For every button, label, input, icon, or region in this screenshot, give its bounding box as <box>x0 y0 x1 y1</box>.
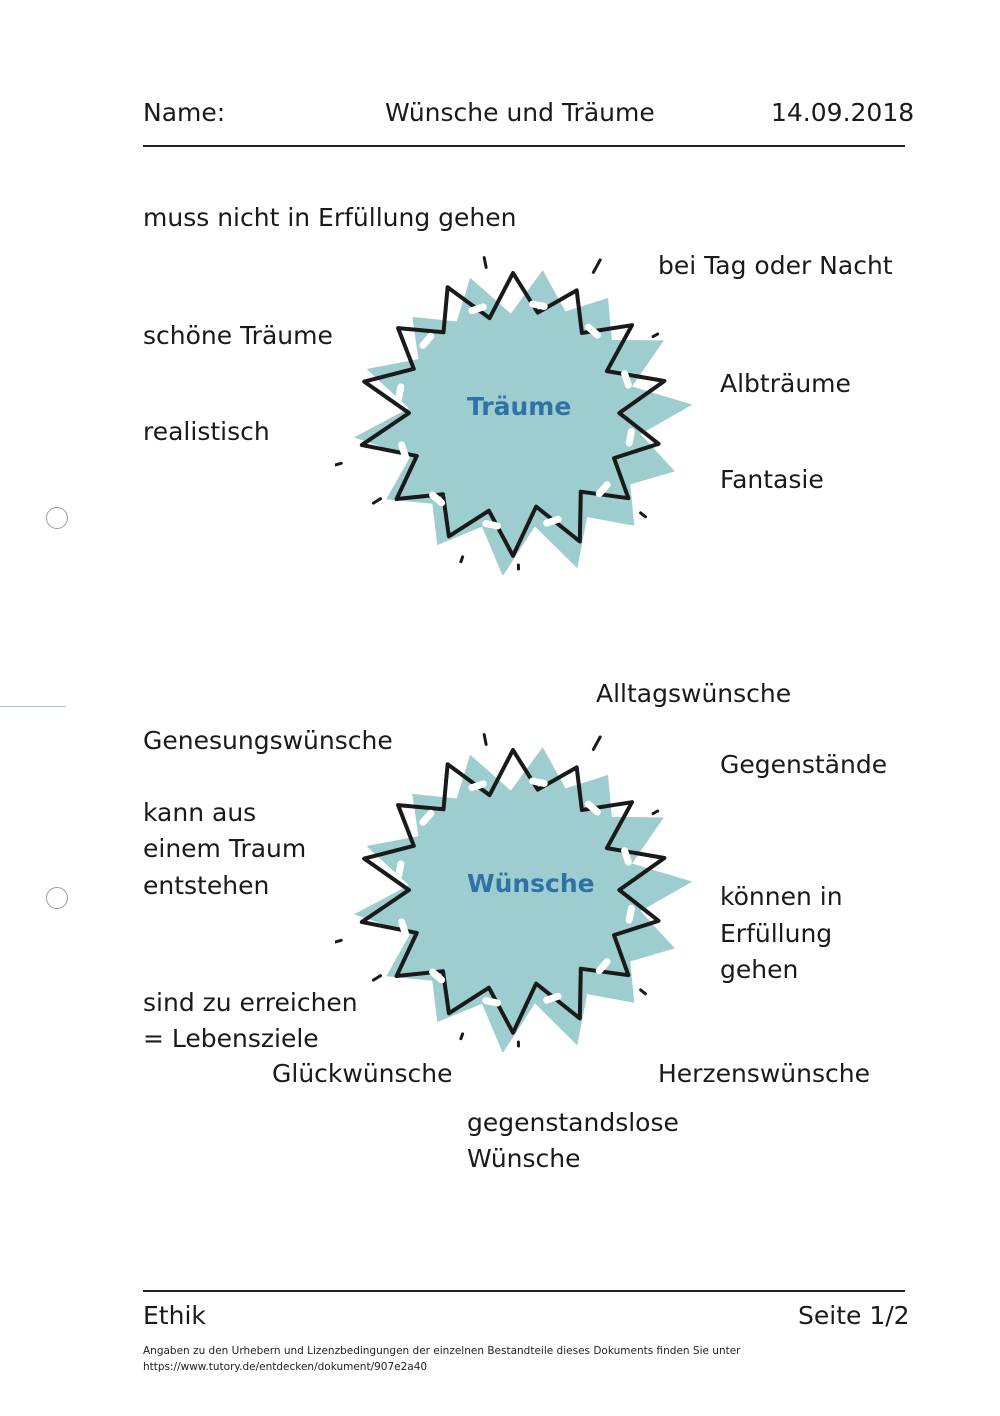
burst-highlight <box>625 374 629 385</box>
burst-tick <box>373 499 380 503</box>
burst-highlight <box>486 1001 498 1003</box>
burst-tick <box>461 557 463 562</box>
wuensche-item-kann-aus-1: kann aus <box>143 798 257 827</box>
burst-tick <box>335 940 341 942</box>
header-divider <box>143 145 905 147</box>
burst-highlight <box>625 851 629 862</box>
burst-tick <box>335 463 341 465</box>
wuensche-item-gegenstandslose-2: Wünsche <box>467 1144 581 1173</box>
burst-tick <box>484 258 486 268</box>
wuensche-item-gegenstaende: Gegenstände <box>720 750 888 779</box>
burst-tick <box>593 260 600 273</box>
burst-highlight <box>629 431 631 443</box>
footer-page-number: Seite 1/2 <box>798 1301 910 1330</box>
wuensche-item-sind-2: = Lebensziele <box>143 1024 319 1053</box>
burst-highlight <box>486 524 498 526</box>
traeume-item-schoene: schöne Träume <box>143 321 333 350</box>
wuensche-item-koennen-2: Erfüllung <box>720 919 833 948</box>
wuensche-item-koennen-3: gehen <box>720 955 799 984</box>
burst-tick <box>461 1034 463 1039</box>
burst-highlight <box>402 922 406 933</box>
footer-divider <box>143 1290 905 1292</box>
wuensche-item-herzens: Herzenswünsche <box>658 1059 870 1088</box>
burst-highlight <box>399 387 401 399</box>
traeume-item-muss-nicht: muss nicht in Erfüllung gehen <box>143 203 517 232</box>
traeume-item-albtraeume: Albträume <box>720 369 851 398</box>
wuensche-item-sind-1: sind zu erreichen <box>143 988 358 1017</box>
wuensche-item-glueck: Glückwünsche <box>272 1059 453 1088</box>
fold-mark <box>0 706 66 707</box>
burst-tick <box>373 976 380 980</box>
name-label: Name: <box>143 98 226 127</box>
burst-highlight <box>547 996 558 1000</box>
burst-tick <box>653 334 658 337</box>
punch-hole-bottom <box>46 887 68 909</box>
wuensche-item-gegenstandslose-1: gegenstandslose <box>467 1108 679 1137</box>
burst-highlight <box>399 864 401 876</box>
burst-fill <box>354 270 692 575</box>
wuensche-item-kann-aus-3: entstehen <box>143 871 270 900</box>
burst-tick <box>484 735 486 745</box>
traeume-item-fantasie: Fantasie <box>720 465 824 494</box>
traeume-item-realistisch: realistisch <box>143 417 270 446</box>
burst-highlight <box>402 445 406 456</box>
burst-tick <box>641 990 646 994</box>
burst-highlight <box>472 784 483 788</box>
burst-highlight <box>629 908 631 920</box>
traeume-item-tag-nacht: bei Tag oder Nacht <box>658 251 893 280</box>
wuensche-item-genesung: Genesungswünsche <box>143 726 393 755</box>
burst-highlight <box>533 304 545 306</box>
footer-subject: Ethik <box>143 1301 206 1330</box>
date: 14.09.2018 <box>771 98 915 127</box>
burst-fill <box>354 747 692 1052</box>
burst-tick <box>593 737 600 750</box>
burst-tick <box>641 513 646 517</box>
footer-credit-line-1: Angaben zu den Urhebern und Lizenzbedingungen der einzelnen Bestandteile dieses Dokuments finden Sie unter <box>143 1345 741 1357</box>
burst-highlight <box>533 781 545 783</box>
footer-credit-line-2: https://www.tutory.de/entdecken/dokument/907e2a40 <box>143 1361 428 1373</box>
burst-tick <box>653 811 658 814</box>
page-title: Wünsche und Träume <box>385 98 655 127</box>
wuensche-center-label: Wünsche <box>467 869 595 898</box>
wuensche-item-koennen-1: können in <box>720 882 843 911</box>
burst-highlight <box>472 307 483 311</box>
punch-hole-top <box>46 507 68 529</box>
traeume-center-label: Träume <box>467 392 572 421</box>
burst-highlight <box>547 519 558 523</box>
wuensche-item-alltag: Alltagswünsche <box>596 679 792 708</box>
wuensche-item-kann-aus-2: einem Traum <box>143 834 307 863</box>
